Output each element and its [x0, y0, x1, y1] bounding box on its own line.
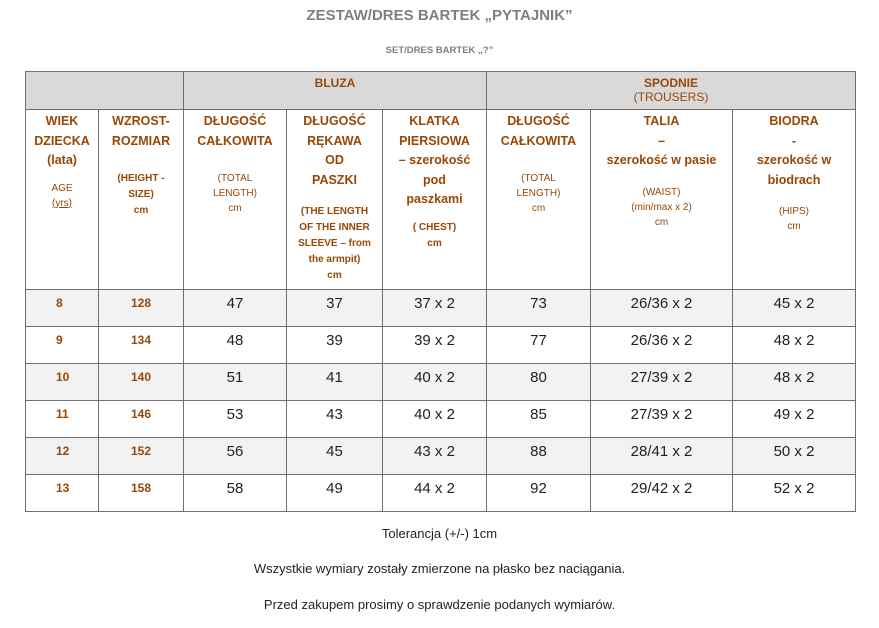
col-sleeve-l1: DŁUGOŚĆ: [303, 114, 366, 128]
col-hips-l4: biodrach: [767, 172, 821, 187]
cell-age: 10: [26, 364, 99, 401]
group-spodnie: [487, 72, 856, 110]
cell-height: 146: [99, 401, 184, 438]
table-row: [26, 364, 856, 401]
col-age-en1: AGE: [51, 182, 73, 194]
cell-hips: 48 x 2: [733, 327, 856, 364]
cell-age: 11: [26, 401, 99, 438]
cell-top-length: 58: [184, 475, 287, 512]
cell-height: 134: [99, 327, 184, 364]
col-chest-l3: – szerokość: [398, 153, 471, 167]
col-trouser-length-unit: cm: [531, 203, 546, 214]
cell-age: 8: [26, 290, 99, 327]
col-sleeve-en3: SLEEVE – from: [298, 238, 371, 249]
cell-chest: 40 x 2: [383, 401, 487, 438]
col-trouser-length-l1: DŁUGOŚĆ: [507, 114, 570, 128]
cell-trouser-length: 80: [487, 364, 591, 401]
col-chest-l5: paszkami: [406, 192, 463, 206]
cell-waist: 26/36 x 2: [591, 290, 733, 327]
col-age-l1: WIEK: [45, 114, 79, 128]
cell-sleeve: 43: [287, 401, 383, 438]
col-sleeve-en1: (THE LENGTH: [300, 206, 369, 217]
col-sleeve-l4: PASZKI: [312, 172, 357, 187]
size-table: [25, 71, 856, 512]
cell-age: 9: [26, 327, 99, 364]
tolerance-note: Tolerancja (+/-) 1cm: [381, 526, 498, 541]
col-sleeve-en2: OF THE INNER: [299, 222, 370, 233]
flat-measure-note: Wszystkie wymiary zostały zmierzone na płasko bez naciągania.: [253, 561, 626, 576]
col-header-sleeve: [287, 110, 383, 290]
cell-hips: 52 x 2: [733, 475, 856, 512]
group-spodnie-en: (TROUSERS): [633, 90, 709, 104]
cell-height: 152: [99, 438, 184, 475]
col-sleeve-l3: OD: [325, 153, 344, 167]
cell-trouser-length: 73: [487, 290, 591, 327]
col-header-waist: [591, 110, 733, 290]
cell-hips: 49 x 2: [733, 401, 856, 438]
group-empty-cell: [26, 72, 184, 110]
cell-waist: 27/39 x 2: [591, 401, 733, 438]
cell-waist: 28/41 x 2: [591, 438, 733, 475]
group-bluza-label: BLUZA: [314, 76, 356, 90]
col-header-age: [26, 110, 99, 290]
group-spodnie-label: SPODNIE: [644, 76, 699, 90]
col-top-length-unit: cm: [228, 203, 242, 214]
cell-height: 128: [99, 290, 184, 327]
cell-hips: 45 x 2: [733, 290, 856, 327]
table-row: [26, 327, 856, 364]
col-height-unit: cm: [133, 205, 149, 216]
cell-waist: 29/42 x 2: [591, 475, 733, 512]
col-hips-l3: szerokość w: [756, 153, 832, 167]
cell-hips: 50 x 2: [733, 438, 856, 475]
col-top-length-en2: LENGTH): [213, 188, 257, 199]
col-hips-unit: cm: [787, 221, 801, 232]
col-sleeve-unit: cm: [327, 270, 342, 281]
col-sleeve-en4: the armpit): [308, 254, 361, 265]
col-waist-l2: –: [658, 133, 665, 148]
col-height-en2: SIZE): [128, 189, 154, 200]
col-chest-en1: ( CHEST): [412, 221, 457, 233]
col-chest-l1: KLATKA: [409, 114, 460, 128]
cell-trouser-length: 77: [487, 327, 591, 364]
cell-height: 140: [99, 364, 184, 401]
col-top-length-en1: (TOTAL: [217, 173, 253, 184]
cell-trouser-length: 88: [487, 438, 591, 475]
cell-waist: 27/39 x 2: [591, 364, 733, 401]
cell-height: 158: [99, 475, 184, 512]
cell-chest: 43 x 2: [383, 438, 487, 475]
table-row: [26, 401, 856, 438]
col-waist-l1: TALIA: [643, 114, 680, 128]
cell-chest: 44 x 2: [383, 475, 487, 512]
cell-age: 12: [26, 438, 99, 475]
col-waist-en2: (min/max x 2): [631, 201, 692, 213]
col-hips-l2: -: [791, 133, 797, 148]
col-chest-unit: cm: [427, 237, 442, 249]
col-waist-en1: (WAIST): [642, 186, 681, 198]
col-age-l2: DZIECKA: [34, 133, 90, 148]
col-age-l3: (lata): [47, 153, 77, 167]
column-header-row: [26, 110, 856, 290]
table-row: [26, 290, 856, 327]
col-chest-l2: PIERSIOWA: [399, 133, 470, 148]
cell-sleeve: 49: [287, 475, 383, 512]
cell-trouser-length: 85: [487, 401, 591, 438]
col-trouser-length-en1: (TOTAL: [521, 173, 556, 184]
cell-trouser-length: 92: [487, 475, 591, 512]
cell-chest: 39 x 2: [383, 327, 487, 364]
col-age-en2: (yrs): [52, 197, 72, 209]
col-hips-en1: (HIPS): [779, 206, 809, 217]
cell-top-length: 53: [184, 401, 287, 438]
col-trouser-length-l2: CAŁKOWITA: [500, 133, 577, 148]
cell-chest: 40 x 2: [383, 364, 487, 401]
cell-sleeve: 41: [287, 364, 383, 401]
cell-sleeve: 39: [287, 327, 383, 364]
cell-hips: 48 x 2: [733, 364, 856, 401]
cell-top-length: 51: [184, 364, 287, 401]
cell-sleeve: 37: [287, 290, 383, 327]
col-hips-l1: BIODRA: [769, 114, 819, 128]
cell-sleeve: 45: [287, 438, 383, 475]
cell-top-length: 48: [184, 327, 287, 364]
table-row: [26, 475, 856, 512]
col-waist-unit: cm: [654, 216, 669, 228]
col-header-height: [99, 110, 184, 290]
col-top-length-l2: CAŁKOWITA: [197, 133, 273, 148]
col-top-length-l1: DŁUGOŚĆ: [203, 114, 267, 128]
col-sleeve-l2: RĘKAWA: [307, 133, 362, 148]
col-header-hips: [733, 110, 856, 290]
cell-age: 13: [26, 475, 99, 512]
col-height-l2: ROZMIAR: [111, 133, 171, 148]
col-chest-l4: pod: [423, 172, 446, 187]
cell-waist: 26/36 x 2: [591, 327, 733, 364]
page-title: ZESTAW/DRES BARTEK „PYTAJNIK”: [306, 7, 573, 24]
table-row: [26, 438, 856, 475]
col-height-l1: WZROST-: [112, 114, 170, 128]
cell-chest: 37 x 2: [383, 290, 487, 327]
col-header-chest: [383, 110, 487, 290]
check-measure-note: Przed zakupem prosimy o sprawdzenie podanych wymiarów.: [263, 597, 616, 612]
col-header-trouser-length: [487, 110, 591, 290]
page-subtitle: SET/DRES BARTEK „?”: [385, 45, 494, 56]
col-trouser-length-en2: LENGTH): [516, 188, 561, 199]
group-bluza: [184, 72, 487, 110]
group-header-row: [26, 72, 856, 110]
col-height-en1: (HEIGHT -: [117, 173, 165, 184]
cell-top-length: 56: [184, 438, 287, 475]
col-header-top-length: [184, 110, 287, 290]
cell-top-length: 47: [184, 290, 287, 327]
col-waist-l3: szerokość w pasie: [606, 153, 717, 167]
